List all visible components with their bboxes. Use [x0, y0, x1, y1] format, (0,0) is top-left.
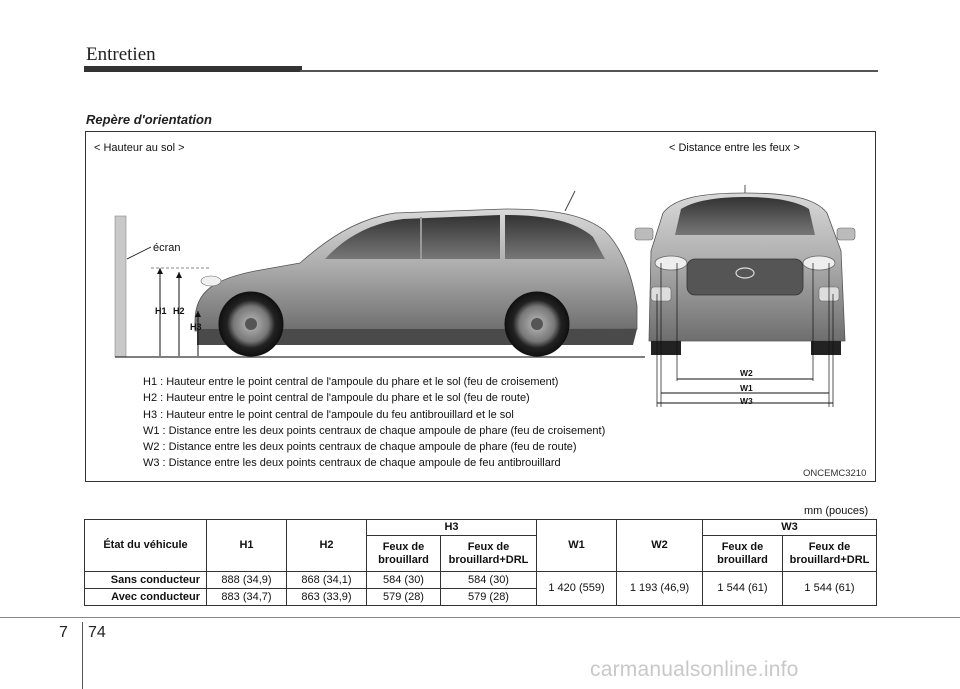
watermark-text: carmanualsonline.info [590, 658, 799, 681]
header-bar [84, 66, 302, 72]
figure-legend [143, 374, 605, 472]
th-w3-fog-drl: Feux de brouillard+DRL [783, 536, 877, 572]
legend-item: H3 : Hauteur entre le point central de l'ampoule du feu antibrouillard et le sol [143, 408, 514, 421]
legend-item: W3 : Distance entre les deux points centraux de chaque ampoule de feu antibrouillard [143, 457, 561, 470]
table-row [85, 572, 877, 589]
th-h3: H3 [367, 520, 537, 536]
h2-label: H2 [173, 306, 185, 316]
cell-h2: 863 (33,9) [287, 589, 367, 606]
cell-w3-drl: 1 544 (61) [783, 572, 877, 606]
header-rule [300, 70, 878, 72]
figure-code: ONCEMC3210 [803, 468, 867, 479]
cell-w3-fog: 1 544 (61) [703, 572, 783, 606]
screen-wall [115, 216, 126, 357]
screen-label: écran [153, 242, 181, 254]
legend-item: H1 : Hauteur entre le point central de l'ampoule du phare et le sol (feu de croisement) [143, 376, 559, 388]
w1-label: W1 [740, 383, 753, 393]
page-header-title: Entretien [86, 44, 156, 65]
car-front-view [635, 185, 855, 355]
h3-label: H3 [190, 322, 202, 332]
chapter-number: 7 [59, 624, 68, 641]
cell-w1: 1 420 (559) [537, 572, 617, 606]
cell-h3-fog: 579 (28) [367, 589, 441, 606]
car-side-view [195, 191, 637, 356]
th-w3-fog: Feux de brouillard [703, 536, 783, 572]
legend-item: W1 : Distance entre les deux points centraux de chaque ampoule de phare (feu de croisement) [143, 424, 606, 437]
cell-h3-fog: 584 (30) [367, 572, 441, 589]
h1-label: H1 [155, 306, 167, 316]
th-h3-fog-drl: Feux de brouillard+DRL [441, 536, 537, 572]
th-state: État du véhicule [85, 520, 207, 572]
cell-w2: 1 193 (46,9) [617, 572, 703, 606]
cell-h1: 883 (34,7) [207, 589, 287, 606]
cell-h2: 868 (34,1) [287, 572, 367, 589]
cell-h3-drl: 584 (30) [441, 572, 537, 589]
page-number: 74 [88, 624, 106, 641]
th-w2: W2 [617, 520, 703, 572]
left-caption: < Hauteur au sol > [94, 142, 185, 154]
w2-label: W2 [740, 368, 753, 378]
th-w1: W1 [537, 520, 617, 572]
row-state: Sans conducteur [85, 572, 207, 589]
legend-item: H2 : Hauteur entre le point central de l'ampoule du phare et le sol (feu de route) [143, 392, 530, 405]
cell-h3-drl: 579 (28) [441, 589, 537, 606]
footer-divider [82, 622, 83, 689]
table-unit: mm (pouces) [804, 505, 869, 517]
th-h1: H1 [207, 520, 287, 572]
cell-h1: 888 (34,9) [207, 572, 287, 589]
w3-label: W3 [740, 396, 753, 406]
th-h3-fog: Feux de brouillard [367, 536, 441, 572]
footer-rule [0, 617, 960, 618]
section-title: Repère d'orientation [86, 112, 212, 127]
legend-item: W2 : Distance entre les deux points centraux de chaque ampoule de phare (feu de route) [143, 441, 577, 454]
row-state: Avec conducteur [85, 589, 207, 606]
right-caption: < Distance entre les feux > [669, 142, 800, 154]
th-w3: W3 [703, 520, 877, 536]
th-h2: H2 [287, 520, 367, 572]
spec-table [84, 519, 877, 606]
